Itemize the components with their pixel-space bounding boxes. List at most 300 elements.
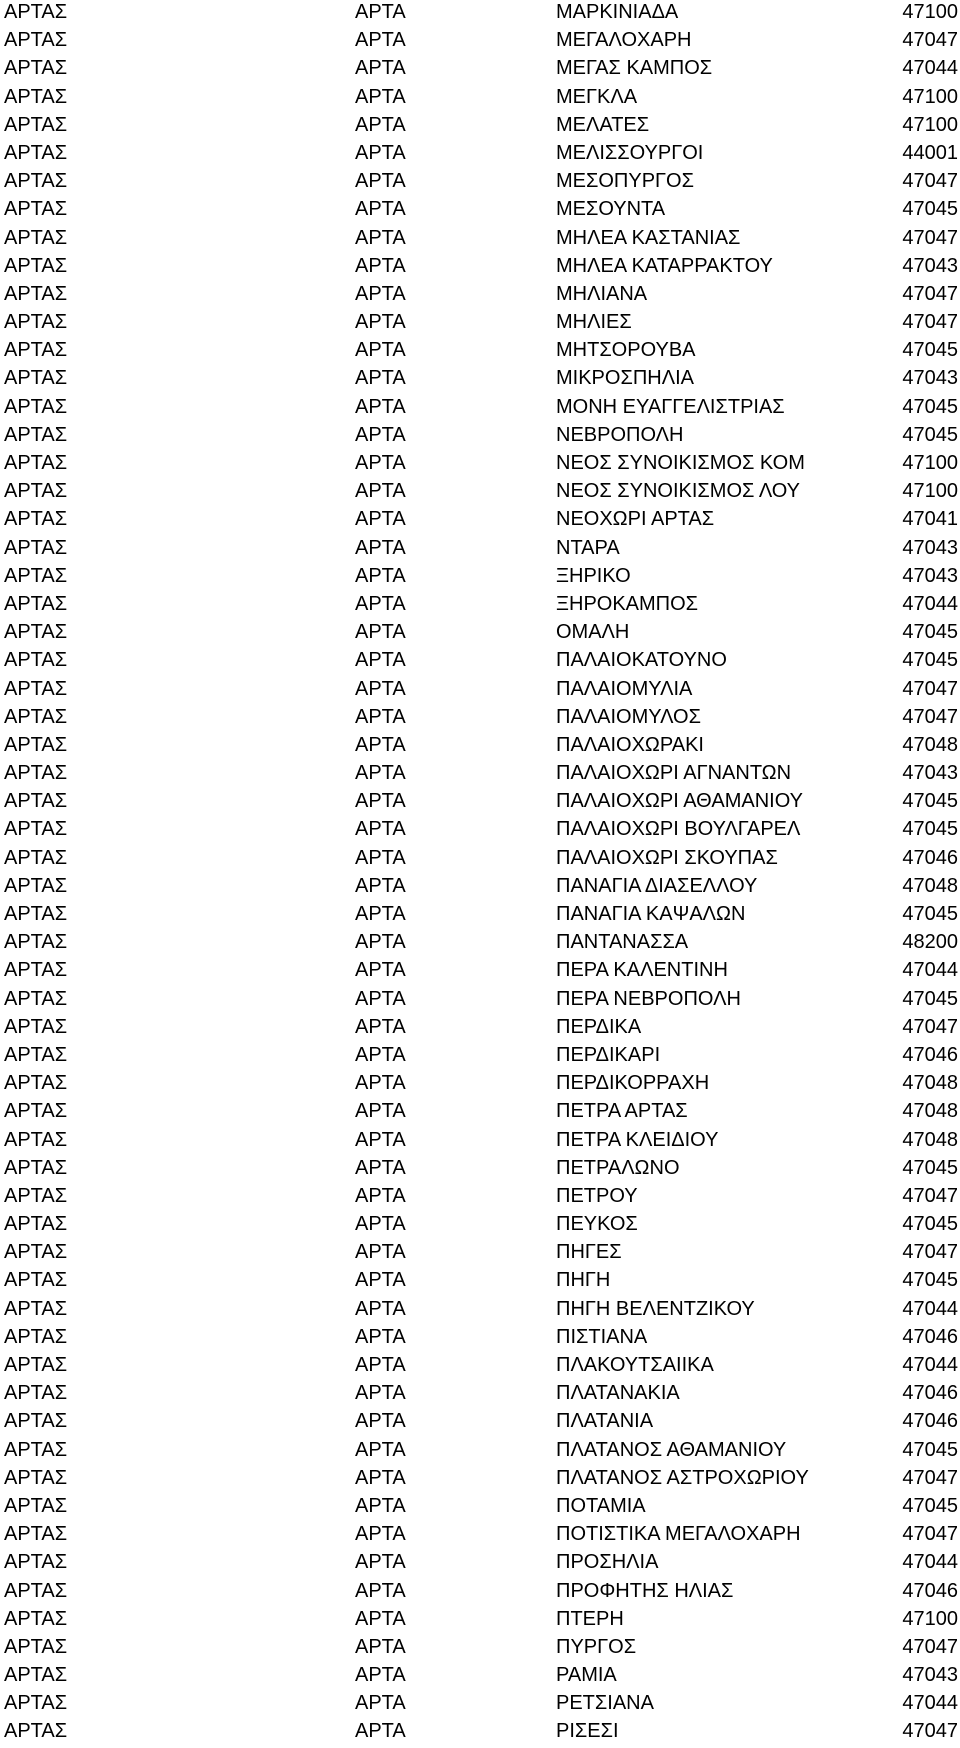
- postcode-cell: 47047: [902, 1635, 958, 1658]
- prefecture-cell: ΑΡΤΑΣ: [4, 536, 68, 559]
- postcode-cell: 47048: [902, 1072, 958, 1095]
- table-row: [0, 366, 960, 394]
- postcode-cell: 47047: [902, 1720, 958, 1743]
- municipality-cell: ΑΡΤΑ: [355, 198, 406, 221]
- table-row: [0, 113, 960, 141]
- postcode-cell: 47044: [902, 1692, 958, 1715]
- prefecture-cell: ΑΡΤΑΣ: [4, 395, 68, 418]
- prefecture-cell: ΑΡΤΑΣ: [4, 1072, 68, 1095]
- prefecture-cell: ΑΡΤΑΣ: [4, 311, 68, 334]
- prefecture-cell: ΑΡΤΑΣ: [4, 1579, 68, 1602]
- postcode-cell: 47045: [902, 1156, 958, 1179]
- postcode-cell: 47045: [902, 790, 958, 813]
- prefecture-cell: ΑΡΤΑΣ: [4, 29, 68, 52]
- municipality-cell: ΑΡΤΑ: [355, 649, 406, 672]
- place-name-cell: ΠΗΓΕΣ: [556, 1241, 622, 1264]
- table-row: [0, 1353, 960, 1381]
- municipality-cell: ΑΡΤΑ: [355, 1015, 406, 1038]
- table-row: [0, 56, 960, 84]
- municipality-cell: ΑΡΤΑ: [355, 395, 406, 418]
- prefecture-cell: ΑΡΤΑΣ: [4, 1635, 68, 1658]
- prefecture-cell: ΑΡΤΑΣ: [4, 1466, 68, 1489]
- municipality-cell: ΑΡΤΑ: [355, 931, 406, 954]
- municipality-cell: ΑΡΤΑ: [355, 790, 406, 813]
- prefecture-cell: ΑΡΤΑΣ: [4, 85, 68, 108]
- postcode-cell: 47043: [902, 1664, 958, 1687]
- postcode-cell: 47047: [902, 677, 958, 700]
- table-row: [0, 761, 960, 789]
- table-row: [0, 1015, 960, 1043]
- place-name-cell: ΠΑΛΑΙΟΚΑΤΟΥΝΟ: [556, 649, 727, 672]
- prefecture-cell: ΑΡΤΑΣ: [4, 931, 68, 954]
- table-row: [0, 1663, 960, 1691]
- postcode-cell: 47048: [902, 1128, 958, 1151]
- postcode-cell: 47100: [902, 480, 958, 503]
- prefecture-cell: ΑΡΤΑΣ: [4, 1494, 68, 1517]
- prefecture-cell: ΑΡΤΑΣ: [4, 226, 68, 249]
- table-row: [0, 1297, 960, 1325]
- place-name-cell: ΞΗΡΙΚΟ: [556, 564, 631, 587]
- place-name-cell: ΝΕΟΣ ΣΥΝΟΙΚΙΣΜΟΣ ΛΟΥ: [556, 480, 801, 503]
- table-row: [0, 423, 960, 451]
- municipality-cell: ΑΡΤΑ: [355, 29, 406, 52]
- table-row: [0, 254, 960, 282]
- prefecture-cell: ΑΡΤΑΣ: [4, 113, 68, 136]
- prefecture-cell: ΑΡΤΑΣ: [4, 1213, 68, 1236]
- place-name-cell: ΞΗΡΟΚΑΜΠΟΣ: [556, 592, 699, 615]
- postcode-cell: 47045: [902, 423, 958, 446]
- table-row: [0, 1691, 960, 1719]
- municipality-cell: ΑΡΤΑ: [355, 226, 406, 249]
- table-row: [0, 733, 960, 761]
- prefecture-cell: ΑΡΤΑΣ: [4, 1241, 68, 1264]
- municipality-cell: ΑΡΤΑ: [355, 1213, 406, 1236]
- municipality-cell: ΑΡΤΑ: [355, 874, 406, 897]
- prefecture-cell: ΑΡΤΑΣ: [4, 1, 68, 23]
- prefecture-cell: ΑΡΤΑΣ: [4, 621, 68, 644]
- place-name-cell: ΠΕΡΔΙΚΑΡΙ: [556, 1043, 661, 1066]
- municipality-cell: ΑΡΤΑ: [355, 1184, 406, 1207]
- postcode-cell: 47044: [902, 57, 958, 80]
- table-row: [0, 1043, 960, 1071]
- place-name-cell: ΝΕΒΡΟΠΟΛΗ: [556, 423, 684, 446]
- municipality-cell: ΑΡΤΑ: [355, 1297, 406, 1320]
- table-row: [0, 1522, 960, 1550]
- prefecture-cell: ΑΡΤΑΣ: [4, 452, 68, 474]
- municipality-cell: ΑΡΤΑ: [355, 762, 406, 785]
- municipality-cell: ΑΡΤΑ: [355, 959, 406, 982]
- place-name-cell: ΠΕΡΑ ΝΕΒΡΟΠΟΛΗ: [556, 987, 741, 1010]
- table-row: [0, 1381, 960, 1409]
- place-name-cell: ΝΕΟΣ ΣΥΝΟΙΚΙΣΜΟΣ ΚΟΜ: [556, 452, 805, 474]
- place-name-cell: ΠΕΤΡΑ ΑΡΤΑΣ: [556, 1100, 688, 1123]
- postcode-cell: 47047: [902, 1241, 958, 1264]
- table-row: [0, 1438, 960, 1466]
- place-name-cell: ΠΤΕΡΗ: [556, 1607, 624, 1630]
- table-row: [0, 789, 960, 817]
- postcode-cell: 47047: [902, 226, 958, 249]
- place-name-cell: ΠΟΤΙΣΤΙΚΑ ΜΕΓΑΛΟΧΑΡΗ: [556, 1523, 801, 1546]
- prefecture-cell: ΑΡΤΑΣ: [4, 1664, 68, 1687]
- postcode-cell: 47045: [902, 339, 958, 362]
- place-name-cell: ΠΛΑΤΑΝΟΣ ΑΣΤΡΟΧΩΡΙΟΥ: [556, 1466, 809, 1489]
- municipality-cell: ΑΡΤΑ: [355, 1438, 406, 1461]
- place-name-cell: ΠΛΑΤΑΝΑΚΙΑ: [556, 1382, 680, 1405]
- municipality-cell: ΑΡΤΑ: [355, 1325, 406, 1348]
- postcode-cell: 47047: [902, 1184, 958, 1207]
- postcode-cell: 47047: [902, 29, 958, 52]
- prefecture-cell: ΑΡΤΑΣ: [4, 1354, 68, 1376]
- place-name-cell: ΜΕΛΙΣΣΟΥΡΓΟΙ: [556, 141, 704, 164]
- postcode-cell: 47048: [902, 1100, 958, 1123]
- place-name-cell: ΝΕΟΧΩΡΙ ΑΡΤΑΣ: [556, 508, 715, 531]
- postcode-cell: 47100: [902, 113, 958, 136]
- table-row: [0, 1099, 960, 1127]
- postcode-cell: 47045: [902, 621, 958, 644]
- place-name-cell: ΠΕΤΡΑΛΩΝΟ: [556, 1156, 680, 1179]
- table-row: [0, 338, 960, 366]
- table-row: [0, 648, 960, 676]
- prefecture-cell: ΑΡΤΑΣ: [4, 959, 68, 982]
- place-name-cell: ΠΗΓΗ ΒΕΛΕΝΤΖΙΚΟΥ: [556, 1297, 755, 1320]
- place-name-cell: ΟΜΑΛΗ: [556, 621, 630, 644]
- municipality-cell: ΑΡΤΑ: [355, 1579, 406, 1602]
- place-name-cell: ΜΕΓΑΣ ΚΑΜΠΟΣ: [556, 57, 713, 80]
- place-name-cell: ΜΕΣΟΥΝΤΑ: [556, 198, 666, 221]
- table-row: [0, 1550, 960, 1578]
- table-row: [0, 1494, 960, 1522]
- municipality-cell: ΑΡΤΑ: [355, 57, 406, 80]
- table-row: [0, 1325, 960, 1353]
- prefecture-cell: ΑΡΤΑΣ: [4, 903, 68, 925]
- table-row: [0, 310, 960, 338]
- table-row: [0, 0, 960, 28]
- table-row: [0, 197, 960, 225]
- municipality-cell: ΑΡΤΑ: [355, 1128, 406, 1151]
- postcode-cell: 47047: [902, 311, 958, 334]
- municipality-cell: ΑΡΤΑ: [355, 1156, 406, 1179]
- place-name-cell: ΜΕΛΑΤΕΣ: [556, 113, 650, 136]
- table-row: [0, 846, 960, 874]
- municipality-cell: ΑΡΤΑ: [355, 480, 406, 503]
- prefecture-cell: ΑΡΤΑΣ: [4, 1297, 68, 1320]
- table-row: [0, 536, 960, 564]
- place-name-cell: ΠΕΡΔΙΚΟΡΡΑΧΗ: [556, 1072, 710, 1095]
- prefecture-cell: ΑΡΤΑΣ: [4, 339, 68, 362]
- municipality-cell: ΑΡΤΑ: [355, 536, 406, 559]
- postcode-cell: 47045: [902, 198, 958, 221]
- postcode-cell: 47100: [902, 1, 958, 23]
- postcode-cell: 47043: [902, 536, 958, 559]
- prefecture-cell: ΑΡΤΑΣ: [4, 508, 68, 531]
- postcode-cell: 47047: [902, 1523, 958, 1546]
- postcode-cell: 47100: [902, 85, 958, 108]
- municipality-cell: ΑΡΤΑ: [355, 1607, 406, 1630]
- place-name-cell: ΠΕΥΚΟΣ: [556, 1213, 638, 1236]
- place-name-cell: ΡΑΜΙΑ: [556, 1664, 617, 1687]
- place-name-cell: ΠΑΛΑΙΟΧΩΡΑΚΙ: [556, 733, 704, 756]
- prefecture-cell: ΑΡΤΑΣ: [4, 677, 68, 700]
- municipality-cell: ΑΡΤΑ: [355, 1, 406, 23]
- prefecture-cell: ΑΡΤΑΣ: [4, 170, 68, 193]
- table-row: [0, 817, 960, 845]
- postcode-cell: 47048: [902, 874, 958, 897]
- municipality-cell: ΑΡΤΑ: [355, 508, 406, 531]
- municipality-cell: ΑΡΤΑ: [355, 621, 406, 644]
- municipality-cell: ΑΡΤΑ: [355, 846, 406, 869]
- postcode-cell: 47045: [902, 818, 958, 841]
- municipality-cell: ΑΡΤΑ: [355, 170, 406, 193]
- prefecture-cell: ΑΡΤΑΣ: [4, 1156, 68, 1179]
- table-row: [0, 479, 960, 507]
- postcode-cell: 47047: [902, 170, 958, 193]
- place-name-cell: ΠΑΝΤΑΝΑΣΣΑ: [556, 931, 689, 954]
- table-row: [0, 1071, 960, 1099]
- postcode-cell: 47043: [902, 762, 958, 785]
- table-row: [0, 1240, 960, 1268]
- postcode-cell: 47043: [902, 564, 958, 587]
- table-row: [0, 1156, 960, 1184]
- municipality-cell: ΑΡΤΑ: [355, 423, 406, 446]
- municipality-cell: ΑΡΤΑ: [355, 141, 406, 164]
- municipality-cell: ΑΡΤΑ: [355, 1720, 406, 1743]
- postcode-cell: 47045: [902, 903, 958, 925]
- postcode-cell: 47043: [902, 254, 958, 277]
- municipality-cell: ΑΡΤΑ: [355, 592, 406, 615]
- postcode-cell: 47045: [902, 1213, 958, 1236]
- table-row: [0, 1466, 960, 1494]
- place-name-cell: ΠΕΤΡΑ ΚΛΕΙΔΙΟΥ: [556, 1128, 719, 1151]
- postcode-cell: 47044: [902, 1354, 958, 1376]
- municipality-cell: ΑΡΤΑ: [355, 903, 406, 925]
- prefecture-cell: ΑΡΤΑΣ: [4, 1325, 68, 1348]
- table-row: [0, 564, 960, 592]
- place-name-cell: ΠΗΓΗ: [556, 1269, 611, 1292]
- municipality-cell: ΑΡΤΑ: [355, 1241, 406, 1264]
- municipality-cell: ΑΡΤΑ: [355, 85, 406, 108]
- table-row: [0, 1579, 960, 1607]
- postcode-cell: 47045: [902, 1494, 958, 1517]
- place-name-cell: ΡΕΤΣΙΑΝΑ: [556, 1692, 654, 1715]
- place-name-cell: ΠΛΑΚΟΥΤΣΑΙΙΚΑ: [556, 1354, 714, 1376]
- place-name-cell: ΠΑΛΑΙΟΜΥΛΟΣ: [556, 705, 701, 728]
- municipality-cell: ΑΡΤΑ: [355, 1466, 406, 1489]
- postcode-cell: 47045: [902, 987, 958, 1010]
- place-name-cell: ΜΕΓΚΛΑ: [556, 85, 638, 108]
- municipality-cell: ΑΡΤΑ: [355, 1692, 406, 1715]
- prefecture-cell: ΑΡΤΑΣ: [4, 987, 68, 1010]
- place-name-cell: ΠΛΑΤΑΝΙΑ: [556, 1410, 654, 1433]
- municipality-cell: ΑΡΤΑ: [355, 987, 406, 1010]
- place-name-cell: ΠΡΟΦΗΤΗΣ ΗΛΙΑΣ: [556, 1579, 734, 1602]
- table-row: [0, 1635, 960, 1663]
- municipality-cell: ΑΡΤΑ: [355, 564, 406, 587]
- postcode-cell: 47044: [902, 1297, 958, 1320]
- prefecture-cell: ΑΡΤΑΣ: [4, 423, 68, 446]
- place-name-cell: ΜΗΛΙΕΣ: [556, 311, 632, 334]
- prefecture-cell: ΑΡΤΑΣ: [4, 480, 68, 503]
- table-row: [0, 705, 960, 733]
- table-row: [0, 1212, 960, 1240]
- place-name-cell: ΠΑΛΑΙΟΧΩΡΙ ΒΟΥΛΓΑΡΕΛ: [556, 818, 801, 841]
- place-name-cell: ΠΕΡΔΙΚΑ: [556, 1015, 642, 1038]
- municipality-cell: ΑΡΤΑ: [355, 1100, 406, 1123]
- municipality-cell: ΑΡΤΑ: [355, 1551, 406, 1574]
- place-name-cell: ΝΤΑΡΑ: [556, 536, 620, 559]
- table-row: [0, 1719, 960, 1747]
- postcode-cell: 47047: [902, 1466, 958, 1489]
- postcode-cell: 47044: [902, 959, 958, 982]
- postcode-cell: 44001: [902, 141, 958, 164]
- place-name-cell: ΜΑΡΚΙΝΙΑΔΑ: [556, 1, 679, 23]
- municipality-cell: ΑΡΤΑ: [355, 677, 406, 700]
- municipality-cell: ΑΡΤΑ: [355, 1635, 406, 1658]
- place-name-cell: ΠΑΛΑΙΟΧΩΡΙ ΑΓΝΑΝΤΩΝ: [556, 762, 792, 785]
- prefecture-cell: ΑΡΤΑΣ: [4, 1551, 68, 1574]
- prefecture-cell: ΑΡΤΑΣ: [4, 198, 68, 221]
- prefecture-cell: ΑΡΤΑΣ: [4, 57, 68, 80]
- table-row: [0, 987, 960, 1015]
- postcode-cell: 47045: [902, 395, 958, 418]
- municipality-cell: ΑΡΤΑ: [355, 1382, 406, 1405]
- table-row: [0, 226, 960, 254]
- place-name-cell: ΜΕΣΟΠΥΡΓΟΣ: [556, 170, 694, 193]
- municipality-cell: ΑΡΤΑ: [355, 1664, 406, 1687]
- prefecture-cell: ΑΡΤΑΣ: [4, 254, 68, 277]
- postcode-cell: 47046: [902, 1325, 958, 1348]
- municipality-cell: ΑΡΤΑ: [355, 311, 406, 334]
- municipality-cell: ΑΡΤΑ: [355, 282, 406, 305]
- table-row: [0, 141, 960, 169]
- prefecture-cell: ΑΡΤΑΣ: [4, 1720, 68, 1743]
- place-name-cell: ΠΑΝΑΓΙΑ ΔΙΑΣΕΛΛΟΥ: [556, 874, 758, 897]
- prefecture-cell: ΑΡΤΑΣ: [4, 1692, 68, 1715]
- place-name-cell: ΜΕΓΑΛΟΧΑΡΗ: [556, 29, 692, 52]
- place-name-cell: ΠΑΛΑΙΟΧΩΡΙ ΣΚΟΥΠΑΣ: [556, 846, 778, 869]
- prefecture-cell: ΑΡΤΑΣ: [4, 564, 68, 587]
- municipality-cell: ΑΡΤΑ: [355, 254, 406, 277]
- postcode-cell: 47046: [902, 1579, 958, 1602]
- prefecture-cell: ΑΡΤΑΣ: [4, 1382, 68, 1405]
- place-name-cell: ΠΑΛΑΙΟΜΥΛΙΑ: [556, 677, 693, 700]
- municipality-cell: ΑΡΤΑ: [355, 339, 406, 362]
- table-row: [0, 592, 960, 620]
- municipality-cell: ΑΡΤΑ: [355, 1269, 406, 1292]
- prefecture-cell: ΑΡΤΑΣ: [4, 367, 68, 390]
- table-row: [0, 958, 960, 986]
- place-name-cell: ΠΑΛΑΙΟΧΩΡΙ ΑΘΑΜΑΝΙΟΥ: [556, 790, 803, 813]
- prefecture-cell: ΑΡΤΑΣ: [4, 762, 68, 785]
- postcode-cell: 47044: [902, 1551, 958, 1574]
- place-name-cell: ΜΗΤΣΟΡΟΥΒΑ: [556, 339, 696, 362]
- postcode-cell: 47045: [902, 1269, 958, 1292]
- prefecture-cell: ΑΡΤΑΣ: [4, 1100, 68, 1123]
- municipality-cell: ΑΡΤΑ: [355, 705, 406, 728]
- table-row: [0, 282, 960, 310]
- place-name-cell: ΡΙΣΕΣΙ: [556, 1720, 619, 1743]
- prefecture-cell: ΑΡΤΑΣ: [4, 818, 68, 841]
- place-name-cell: ΠΡΟΣΗΛΙΑ: [556, 1551, 659, 1574]
- place-name-cell: ΜΙΚΡΟΣΠΗΛΙΑ: [556, 367, 694, 390]
- table-row: [0, 1184, 960, 1212]
- municipality-cell: ΑΡΤΑ: [355, 367, 406, 390]
- place-name-cell: ΠΕΡΑ ΚΑΛΕΝΤΙΝΗ: [556, 959, 728, 982]
- postcode-cell: 47047: [902, 705, 958, 728]
- table-row: [0, 169, 960, 197]
- postcode-cell: 47047: [902, 1015, 958, 1038]
- postcode-cell: 47041: [902, 508, 958, 531]
- postcode-cell: 47043: [902, 367, 958, 390]
- municipality-cell: ΑΡΤΑ: [355, 1043, 406, 1066]
- prefecture-cell: ΑΡΤΑΣ: [4, 705, 68, 728]
- postcode-cell: 47045: [902, 1438, 958, 1461]
- table-row: [0, 902, 960, 930]
- postcode-cell: 47048: [902, 733, 958, 756]
- postcode-cell: 47047: [902, 282, 958, 305]
- municipality-cell: ΑΡΤΑ: [355, 1494, 406, 1517]
- prefecture-cell: ΑΡΤΑΣ: [4, 1438, 68, 1461]
- postcode-cell: 47100: [902, 1607, 958, 1630]
- postcode-cell: 47046: [902, 846, 958, 869]
- prefecture-cell: ΑΡΤΑΣ: [4, 1184, 68, 1207]
- prefecture-cell: ΑΡΤΑΣ: [4, 1015, 68, 1038]
- table-row: [0, 1268, 960, 1296]
- table-row: [0, 930, 960, 958]
- prefecture-cell: ΑΡΤΑΣ: [4, 790, 68, 813]
- table-row: [0, 1409, 960, 1437]
- postcode-cell: 47044: [902, 592, 958, 615]
- place-name-cell: ΜΗΛΙΑΝΑ: [556, 282, 648, 305]
- place-name-cell: ΠΕΤΡΟΥ: [556, 1184, 638, 1207]
- prefecture-cell: ΑΡΤΑΣ: [4, 733, 68, 756]
- municipality-cell: ΑΡΤΑ: [355, 818, 406, 841]
- place-name-cell: ΜΗΛΕΑ ΚΑΤΑΡΡΑΚΤΟΥ: [556, 254, 773, 277]
- prefecture-cell: ΑΡΤΑΣ: [4, 1043, 68, 1066]
- prefecture-cell: ΑΡΤΑΣ: [4, 141, 68, 164]
- postcode-cell: 48200: [902, 931, 958, 954]
- postcode-cell: 47045: [902, 649, 958, 672]
- place-name-cell: ΠΛΑΤΑΝΟΣ ΑΘΑΜΑΝΙΟΥ: [556, 1438, 787, 1461]
- prefecture-cell: ΑΡΤΑΣ: [4, 649, 68, 672]
- prefecture-cell: ΑΡΤΑΣ: [4, 1269, 68, 1292]
- place-name-cell: ΠΑΝΑΓΙΑ ΚΑΨΑΛΩΝ: [556, 903, 746, 925]
- place-name-cell: ΠΟΤΑΜΙΑ: [556, 1494, 646, 1517]
- prefecture-cell: ΑΡΤΑΣ: [4, 1128, 68, 1151]
- table-row: [0, 874, 960, 902]
- prefecture-cell: ΑΡΤΑΣ: [4, 1607, 68, 1630]
- place-name-cell: ΠΙΣΤΙΑΝΑ: [556, 1325, 648, 1348]
- municipality-cell: ΑΡΤΑ: [355, 1523, 406, 1546]
- table-row: [0, 85, 960, 113]
- table-row: [0, 1128, 960, 1156]
- municipality-cell: ΑΡΤΑ: [355, 1072, 406, 1095]
- postcode-cell: 47046: [902, 1410, 958, 1433]
- postcode-cell: 47100: [902, 452, 958, 474]
- table-row: [0, 1607, 960, 1635]
- postcode-cell: 47046: [902, 1382, 958, 1405]
- prefecture-cell: ΑΡΤΑΣ: [4, 874, 68, 897]
- table-row: [0, 620, 960, 648]
- table-row: [0, 451, 960, 479]
- prefecture-cell: ΑΡΤΑΣ: [4, 1410, 68, 1433]
- municipality-cell: ΑΡΤΑ: [355, 113, 406, 136]
- prefecture-cell: ΑΡΤΑΣ: [4, 846, 68, 869]
- prefecture-cell: ΑΡΤΑΣ: [4, 592, 68, 615]
- table-row: [0, 507, 960, 535]
- municipality-cell: ΑΡΤΑ: [355, 1410, 406, 1433]
- table-row: [0, 677, 960, 705]
- prefecture-cell: ΑΡΤΑΣ: [4, 1523, 68, 1546]
